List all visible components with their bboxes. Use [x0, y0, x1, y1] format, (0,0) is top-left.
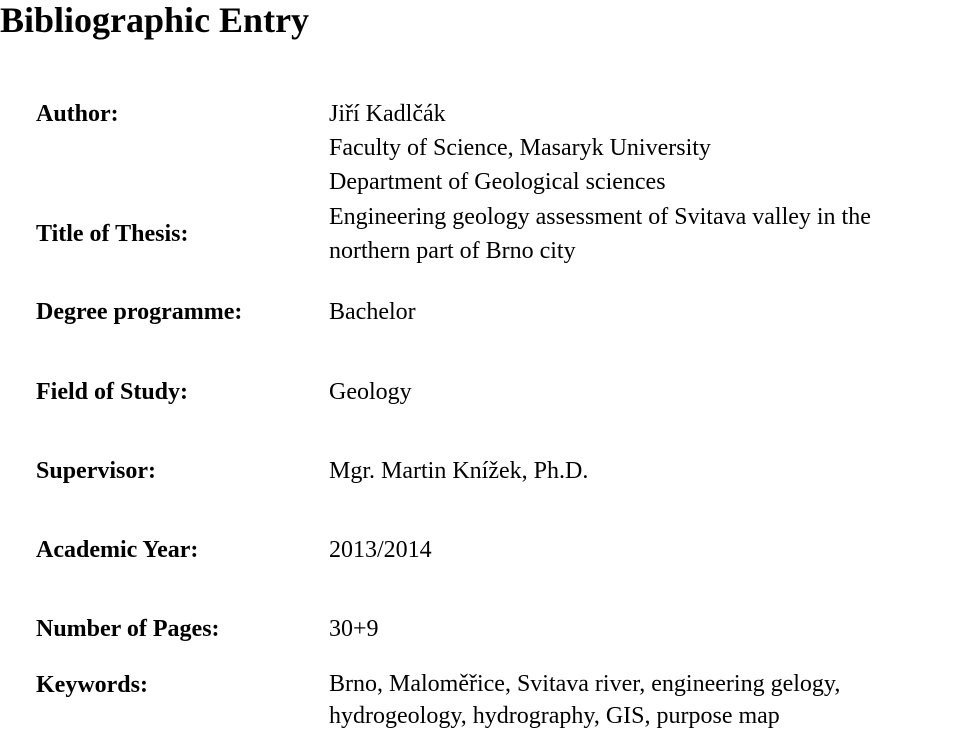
degree-value: Bachelor: [329, 299, 416, 325]
supervisor-value: Mgr. Martin Knížek, Ph.D.: [329, 458, 589, 484]
author-name: Jiří Kadlčák: [329, 101, 446, 127]
keywords-line: hydrogeology, hydrography, GIS, purpose map: [329, 703, 780, 729]
degree-label: Degree programme:: [36, 299, 243, 325]
field-of-study-label: Field of Study:: [36, 379, 189, 405]
number-of-pages-value: 30+9: [329, 616, 379, 642]
thesis-title-value: [329, 200, 871, 268]
thesis-title-line: northern part of Brno city: [329, 238, 576, 264]
keywords-label: Keywords:: [36, 672, 148, 698]
academic-year-label: Academic Year:: [36, 537, 199, 563]
page-title: Bibliographic Entry: [0, 0, 310, 40]
supervisor-label: Supervisor:: [36, 458, 156, 484]
keywords-value: [329, 668, 840, 732]
field-of-study-value: Geology: [329, 379, 412, 405]
thesis-title-label: Title of Thesis:: [36, 221, 189, 247]
author-faculty: Faculty of Science, Masaryk University: [329, 135, 711, 161]
thesis-title-line: Engineering geology assessment of Svitava valley in the: [329, 204, 871, 230]
author-department: Department of Geological sciences: [329, 169, 666, 195]
author-value: [329, 97, 711, 199]
keywords-line: Brno, Maloměřice, Svitava river, engineering gelogy,: [329, 671, 841, 697]
academic-year-value: 2013/2014: [329, 537, 432, 563]
number-of-pages-label: Number of Pages:: [36, 616, 220, 642]
author-label: Author:: [36, 101, 119, 127]
